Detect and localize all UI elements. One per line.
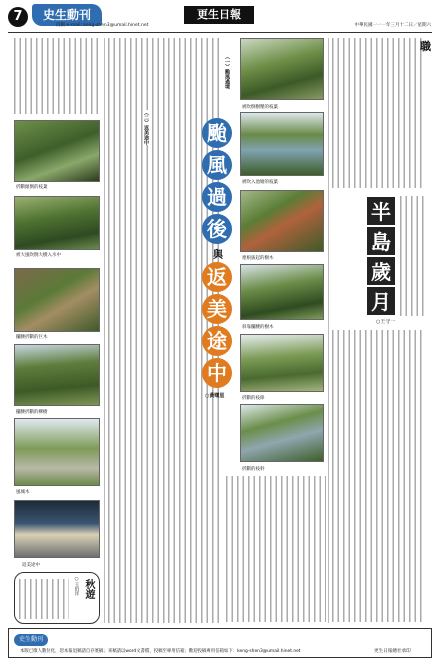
article-text-col-1 (108, 38, 166, 623)
photo-left-5 (14, 418, 100, 486)
caption-left-5: 風城木 (16, 490, 30, 495)
photo-right-2 (240, 112, 324, 176)
left-top-text (14, 38, 100, 114)
side-article-text-bottom (332, 330, 424, 622)
photo-right-5 (240, 334, 324, 392)
section-logo: 史生動刊 (32, 4, 102, 26)
photo-right-1 (240, 38, 324, 100)
title-char-1: 颱 (202, 118, 232, 148)
caption-left-6: 返美途中 (22, 563, 40, 568)
email-line: 投稿 e-mail: keng-shen3@umail.hinet.net (56, 23, 149, 28)
column-separator-right (328, 38, 329, 623)
caption-left-1: 折斷傾倒的枝葉 (16, 185, 48, 190)
photo-left-4 (14, 344, 100, 406)
photo-right-3 (240, 190, 324, 252)
photo-right-6 (240, 404, 324, 462)
caption-left-2: 被大風吹倒大樹入水中 (16, 253, 61, 258)
caption-left-3: 攔腰折斷的巨木 (16, 335, 48, 340)
subhead-1: （一）颱風過境 (224, 54, 230, 89)
photo-left-3 (14, 268, 100, 332)
poem-box (14, 572, 100, 624)
header-rule (8, 32, 432, 33)
caption-right-1: 被吹倒樹壓的枝葉 (242, 105, 278, 110)
side-author: ○王守一 (376, 319, 396, 325)
title-char-2: 風 (202, 150, 232, 180)
date-line: 中華民國一一一年三月十二日／星期六 (354, 23, 431, 28)
lower-center-text (226, 476, 326, 622)
footer-notice: 本版已徵人數位化，恕本報退稿請自存底稿；來稿請以word文書檔，投稿至專用信箱；歡迎投稿專用信箱如下：keng-shen3@umail.hinet.net (20, 649, 301, 654)
side-title-char-4: 月 (366, 286, 396, 316)
side-title-char-3: 歲 (366, 256, 396, 286)
caption-right-3: 連根拔起的樹木 (242, 256, 274, 261)
subhead-2: （二）返美途中 (143, 110, 149, 145)
footer-badge: 史生動刊 (14, 634, 48, 646)
column-separator (104, 38, 105, 623)
photo-left-2 (14, 196, 100, 250)
side-initial: 職 (420, 40, 431, 53)
poem-author: ○王伯洋 (74, 577, 79, 596)
title-char-4: 後 (202, 214, 232, 244)
title-char-8: 中 (202, 358, 232, 388)
photo-right-4 (240, 264, 324, 320)
title-char-3: 過 (202, 182, 232, 212)
photo-left-6 (14, 500, 100, 558)
caption-right-5: 折斷的枝條 (242, 396, 265, 401)
title-char-7: 途 (202, 326, 232, 356)
title-char-6: 美 (202, 294, 232, 324)
side-article-text-mid (400, 196, 424, 316)
title-conjunction: 與 (213, 250, 223, 261)
poem-title: 秋遊 (83, 579, 94, 599)
photo-left-1 (14, 120, 100, 182)
masthead: 更生日報 (184, 6, 254, 24)
side-title-char-1: 半 (366, 196, 396, 226)
caption-right-2: 被吹入池塘的枝葉 (242, 180, 278, 185)
caption-right-6: 折斷的枝幹 (242, 467, 265, 472)
side-article-text-top (332, 38, 422, 188)
side-title-char-2: 島 (366, 226, 396, 256)
caption-left-4: 攔腰折斷的柳樹 (16, 410, 48, 415)
footer-printer: 更生日報總社承印 (374, 649, 411, 654)
caption-right-4: 斜靠攔腰的樹木 (242, 325, 274, 330)
poem-text (19, 579, 69, 619)
title-char-5: 返 (202, 262, 232, 292)
feature-author: ○黃曙星 (205, 393, 225, 399)
page-number: 7 (8, 7, 28, 27)
